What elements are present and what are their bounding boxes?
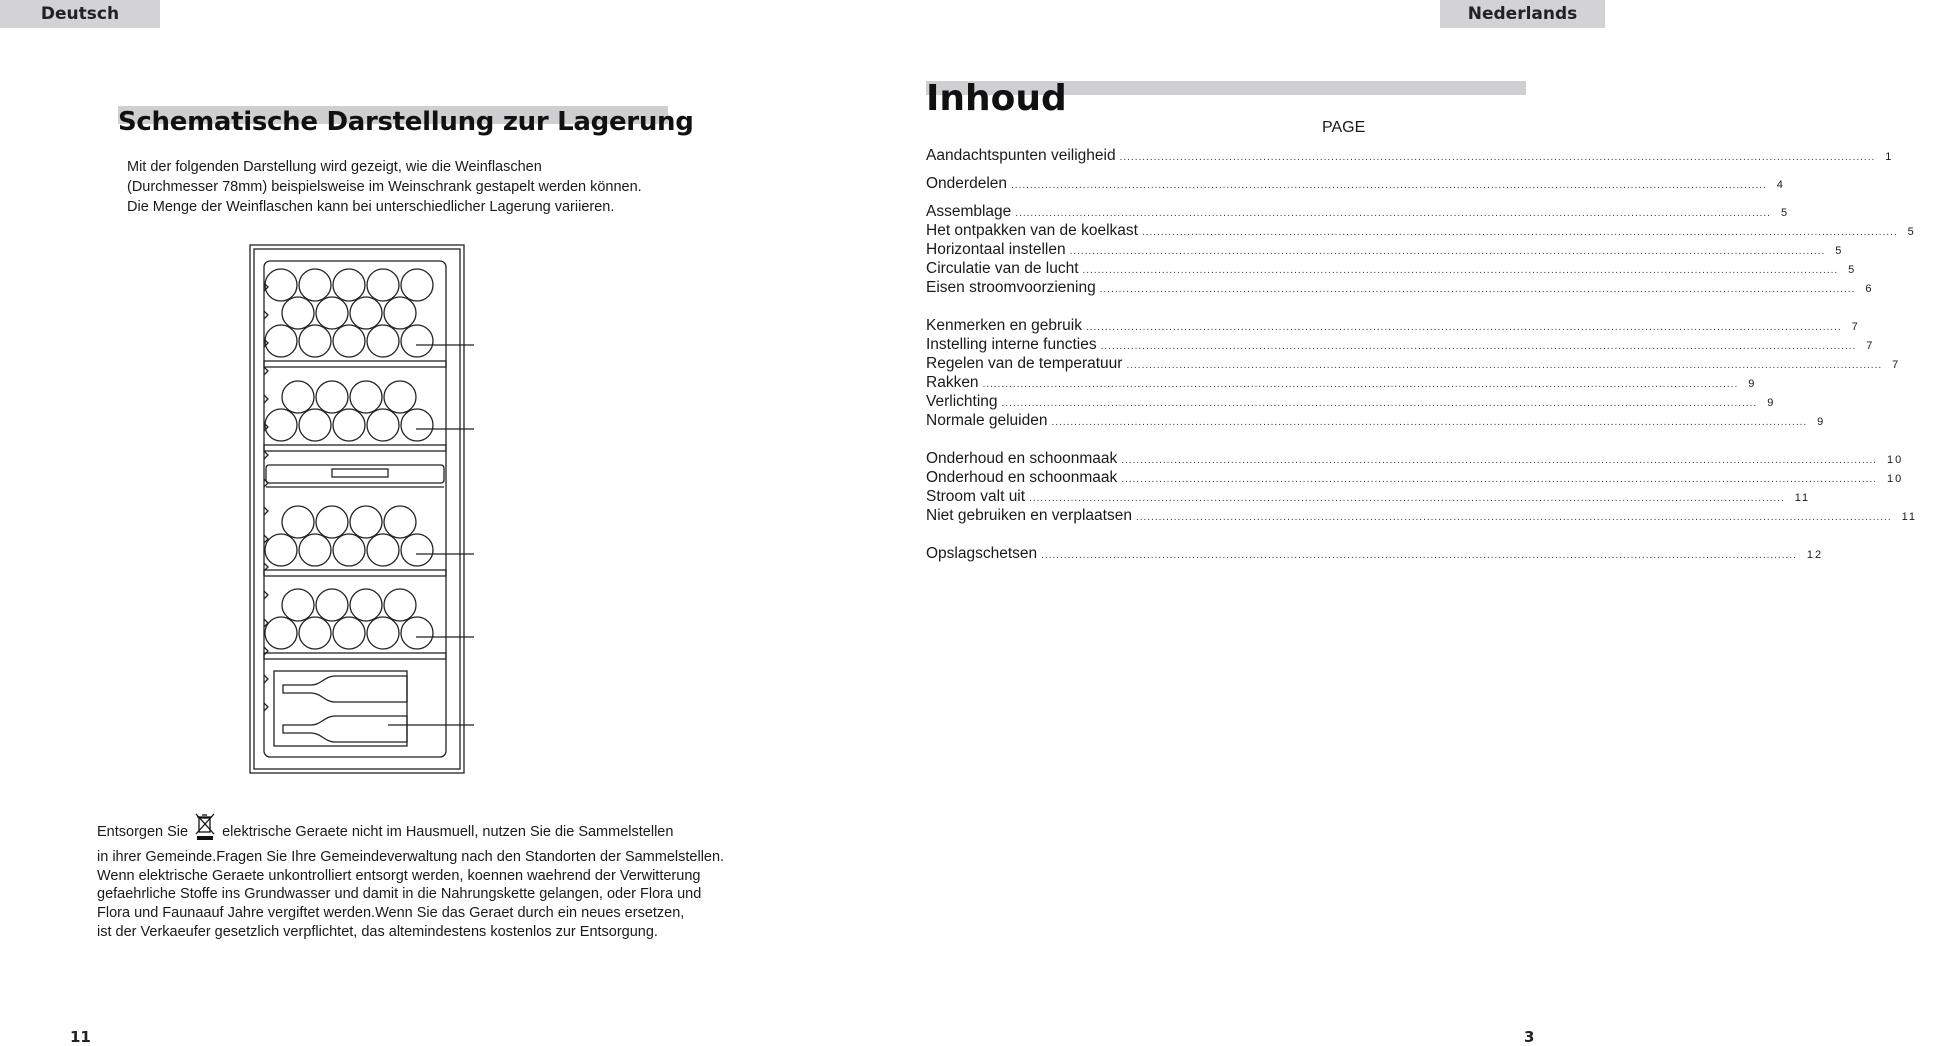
wine-bottle [333, 409, 365, 441]
shelf-rail [264, 653, 446, 659]
wine-bottle [401, 617, 433, 649]
toc-leader-dots: ........................................................................................................................................................................................................ [1135, 512, 1892, 523]
toc-entry[interactable] [926, 203, 1790, 222]
toc-entry-page: 5 [1835, 245, 1844, 257]
crossed-out-bin-icon [194, 812, 216, 848]
wine-bottle [367, 409, 399, 441]
wine-bottle [367, 325, 399, 357]
wine-bottle [316, 589, 348, 621]
wine-bottle [367, 534, 399, 566]
toc-entry-page: 11 [1901, 511, 1918, 523]
toc-entry[interactable] [926, 412, 1826, 431]
toc-entry[interactable] [926, 507, 1918, 526]
toc-entry[interactable] [926, 147, 1894, 166]
toc-entry-label: Normale geluiden [926, 412, 1048, 429]
toc-group [926, 450, 1918, 526]
page-number-right: 3 [1524, 1028, 1535, 1046]
toc-leader-dots: ........................................................................................................................................................................................................ [1141, 227, 1898, 238]
wine-bottle [282, 506, 314, 538]
toc-entry-page: 11 [1794, 492, 1811, 504]
disposal-line: Flora und Faunaauf Jahre vergiftet werden.Wenn Sie das Geraet durch ein neues ersetzen, [97, 905, 685, 922]
toc-leader-dots: ........................................................................................................................................................................................................ [1099, 284, 1856, 295]
toc-entry-label: Niet gebruiken en verplaatsen [926, 507, 1132, 524]
toc-leader-dots: ........................................................................................................................................................................................................ [1085, 322, 1842, 333]
toc-entry-label: Opslagschetsen [926, 545, 1038, 562]
toc-leader-dots: ........................................................................................................................................................................................................ [1051, 417, 1808, 428]
disposal-line: gefaehrliche Stoffe ins Grundwasser und damit in die Nahrungskette gelangen, oder Flora und [97, 886, 702, 903]
intro-text [127, 157, 727, 217]
toc-entry[interactable] [926, 317, 1860, 336]
intro-line: Die Menge der Weinflaschen kann bei unterschiedlicher Lagerung variieren. [127, 199, 615, 215]
wine-bottle [401, 269, 433, 301]
shelf-rail [264, 361, 446, 367]
toc-leader-dots: ........................................................................................................................................................................................................ [1119, 152, 1876, 163]
toc-entry-label: Onderhoud en schoonmaak [926, 450, 1118, 467]
disposal-line: ist der Verkaeufer gesetzlich verpflichtet, das altemindestens kostenlos zur Entsorgung. [97, 923, 658, 940]
left-page-title-text: Schematische Darstellung zur Lagerung [118, 107, 694, 137]
toc-entry[interactable] [926, 260, 1857, 279]
disposal-notice [97, 812, 737, 942]
page-column-label: PAGE [1322, 119, 1366, 136]
toc-entry-page: 9 [1748, 378, 1757, 390]
intro-line: Mit der folgenden Darstellung wird gezeigt, wie die Weinflaschen [127, 159, 542, 175]
toc-entry[interactable] [926, 393, 1776, 412]
toc-entry[interactable] [926, 374, 1757, 393]
wine-bottle [265, 409, 297, 441]
disposal-text: Entsorgen Sie [97, 824, 189, 840]
wine-bottle [350, 297, 382, 329]
wine-bottle [384, 297, 416, 329]
toc-group [926, 147, 1894, 166]
toc-group [926, 545, 1824, 564]
wine-bottle [299, 325, 331, 357]
toc-leader-dots: ........................................................................................................................................................................................................ [1015, 208, 1771, 219]
toc-entry-page: 10 [1886, 473, 1904, 485]
toc-entry-label: Onderdelen [926, 175, 1008, 192]
wine-bottle [350, 381, 382, 413]
wine-bottle [333, 325, 365, 357]
language-tab-nederlands: Nederlands [1440, 0, 1605, 28]
toc-entry[interactable] [926, 469, 1904, 488]
wine-bottle [265, 534, 297, 566]
wine-bottle [316, 506, 348, 538]
wine-bottle [299, 534, 331, 566]
toc-leader-dots: ........................................................................................................................................................................................................ [1041, 550, 1797, 561]
wine-bottle [282, 589, 314, 621]
shelf-rail [264, 445, 446, 451]
wine-storage-diagram [248, 243, 488, 778]
wine-bottle [299, 409, 331, 441]
toc-entry-label: Instelling interne functies [926, 336, 1097, 353]
wine-bottle [401, 409, 433, 441]
toc-group [926, 175, 1785, 194]
cabinet-liner [264, 261, 446, 757]
lying-bottle [283, 676, 407, 702]
wine-bottle [384, 506, 416, 538]
shelf-rail [264, 570, 446, 576]
toc-entry-page: 7 [1851, 321, 1860, 333]
control-panel [266, 465, 444, 483]
toc-entry-label: Kenmerken en gebruik [926, 317, 1082, 334]
toc-entry-label: Circulatie van de lucht [926, 260, 1079, 277]
toc-entry-label: Horizontaal instellen [926, 241, 1066, 258]
toc-title [926, 78, 1526, 128]
toc-entry-label: Stroom valt uit [926, 488, 1026, 505]
intro-line: (Durchmesser 78mm) beispielsweise im Weinschrank gestapelt werden können. [127, 179, 642, 195]
wine-bottle [282, 381, 314, 413]
wine-bottle [384, 381, 416, 413]
wine-bottle [265, 269, 297, 301]
toc-entry-label: Regelen van de temperatuur [926, 355, 1123, 372]
toc-entry[interactable] [926, 222, 1916, 241]
left-page-title [118, 103, 694, 143]
wine-bottle [265, 325, 297, 357]
wine-bottle [384, 589, 416, 621]
disposal-line: Wenn elektrische Geraete unkontrolliert entsorgt werden, koennen waehrend der Verwitterung [97, 867, 701, 884]
toc-leader-dots: ........................................................................................................................................................................................................ [1100, 341, 1857, 352]
wine-bottle [333, 534, 365, 566]
wine-bottle [333, 269, 365, 301]
toc-leader-dots: ........................................................................................................................................................................................................ [1126, 360, 1883, 371]
bottle-box [274, 671, 407, 746]
toc-entry[interactable] [926, 241, 1844, 260]
wine-bottle [350, 506, 382, 538]
toc-leader-dots: ........................................................................................................................................................................................................ [1029, 493, 1785, 504]
toc-entry[interactable] [926, 450, 1904, 469]
toc-leader-dots: ........................................................................................................................................................................................................ [1001, 398, 1758, 409]
toc-entry-label: Aandachtspunten veiligheid [926, 147, 1116, 164]
toc-entry-page: 6 [1865, 283, 1874, 295]
toc-entry[interactable] [926, 279, 1874, 298]
toc-entry[interactable] [926, 336, 1875, 355]
display-window [332, 469, 388, 477]
table-of-contents [926, 147, 1918, 564]
toc-title-text: Inhoud [926, 78, 1067, 119]
wine-bottle [350, 589, 382, 621]
toc-entry-label: Onderhoud en schoonmaak [926, 469, 1118, 486]
toc-leader-dots: ........................................................................................................................................................................................................ [1121, 474, 1877, 485]
language-tab-deutsch: Deutsch [0, 0, 160, 28]
wine-bottle [316, 297, 348, 329]
toc-group [926, 203, 1916, 298]
toc-leader-dots: ........................................................................................................................................................................................................ [982, 379, 1739, 390]
wine-bottle [401, 534, 433, 566]
toc-leader-dots: ........................................................................................................................................................................................................ [1011, 180, 1767, 191]
toc-entry-label: Verlichting [926, 393, 998, 410]
toc-entry[interactable] [926, 488, 1811, 507]
toc-entry-label: Assemblage [926, 203, 1012, 220]
disposal-first-line [97, 812, 737, 848]
disposal-text: elektrische Geraete nicht im Hausmuell, nutzen Sie die Sammelstellen [222, 824, 674, 840]
toc-entry-page: 5 [1907, 226, 1916, 238]
lying-bottle [283, 716, 407, 742]
toc-entry-page: 7 [1866, 340, 1875, 352]
toc-entry-label: Eisen stroomvoorziening [926, 279, 1096, 296]
toc-entry[interactable] [926, 545, 1824, 564]
wine-bottle [367, 269, 399, 301]
toc-entry-label: Het ontpakken van de koelkast [926, 222, 1138, 239]
wine-bottle [282, 297, 314, 329]
toc-entry[interactable] [926, 355, 1901, 374]
toc-group [926, 317, 1901, 431]
toc-entry-page: 10 [1886, 454, 1904, 466]
toc-entry-page: 7 [1892, 359, 1901, 371]
disposal-line: in ihrer Gemeinde.Fragen Sie Ihre Gemeindeverwaltung nach den Standorten der Sammelstellen. [97, 848, 725, 865]
wine-bottle [316, 381, 348, 413]
toc-entry-page: 12 [1806, 549, 1824, 561]
toc-entry-page: 5 [1780, 207, 1790, 219]
toc-entry-page: 9 [1767, 397, 1776, 409]
toc-entry-page: 9 [1817, 416, 1826, 428]
page-number-left: 11 [70, 1028, 91, 1046]
wine-bottle [367, 617, 399, 649]
toc-leader-dots: ........................................................................................................................................................................................................ [1069, 246, 1826, 257]
toc-leader-dots: ........................................................................................................................................................................................................ [1082, 265, 1839, 276]
toc-entry[interactable] [926, 175, 1785, 194]
wine-bottle [401, 325, 433, 357]
toc-entry-page: 4 [1776, 179, 1785, 191]
toc-entry-label: Rakken [926, 374, 979, 391]
wine-bottle [299, 269, 331, 301]
wine-bottle [265, 617, 297, 649]
wine-bottle [333, 617, 365, 649]
toc-leader-dots: ........................................................................................................................................................................................................ [1121, 455, 1877, 466]
wine-bottle [299, 617, 331, 649]
toc-entry-page: 5 [1848, 264, 1857, 276]
toc-entry-page: 1 [1885, 151, 1894, 163]
